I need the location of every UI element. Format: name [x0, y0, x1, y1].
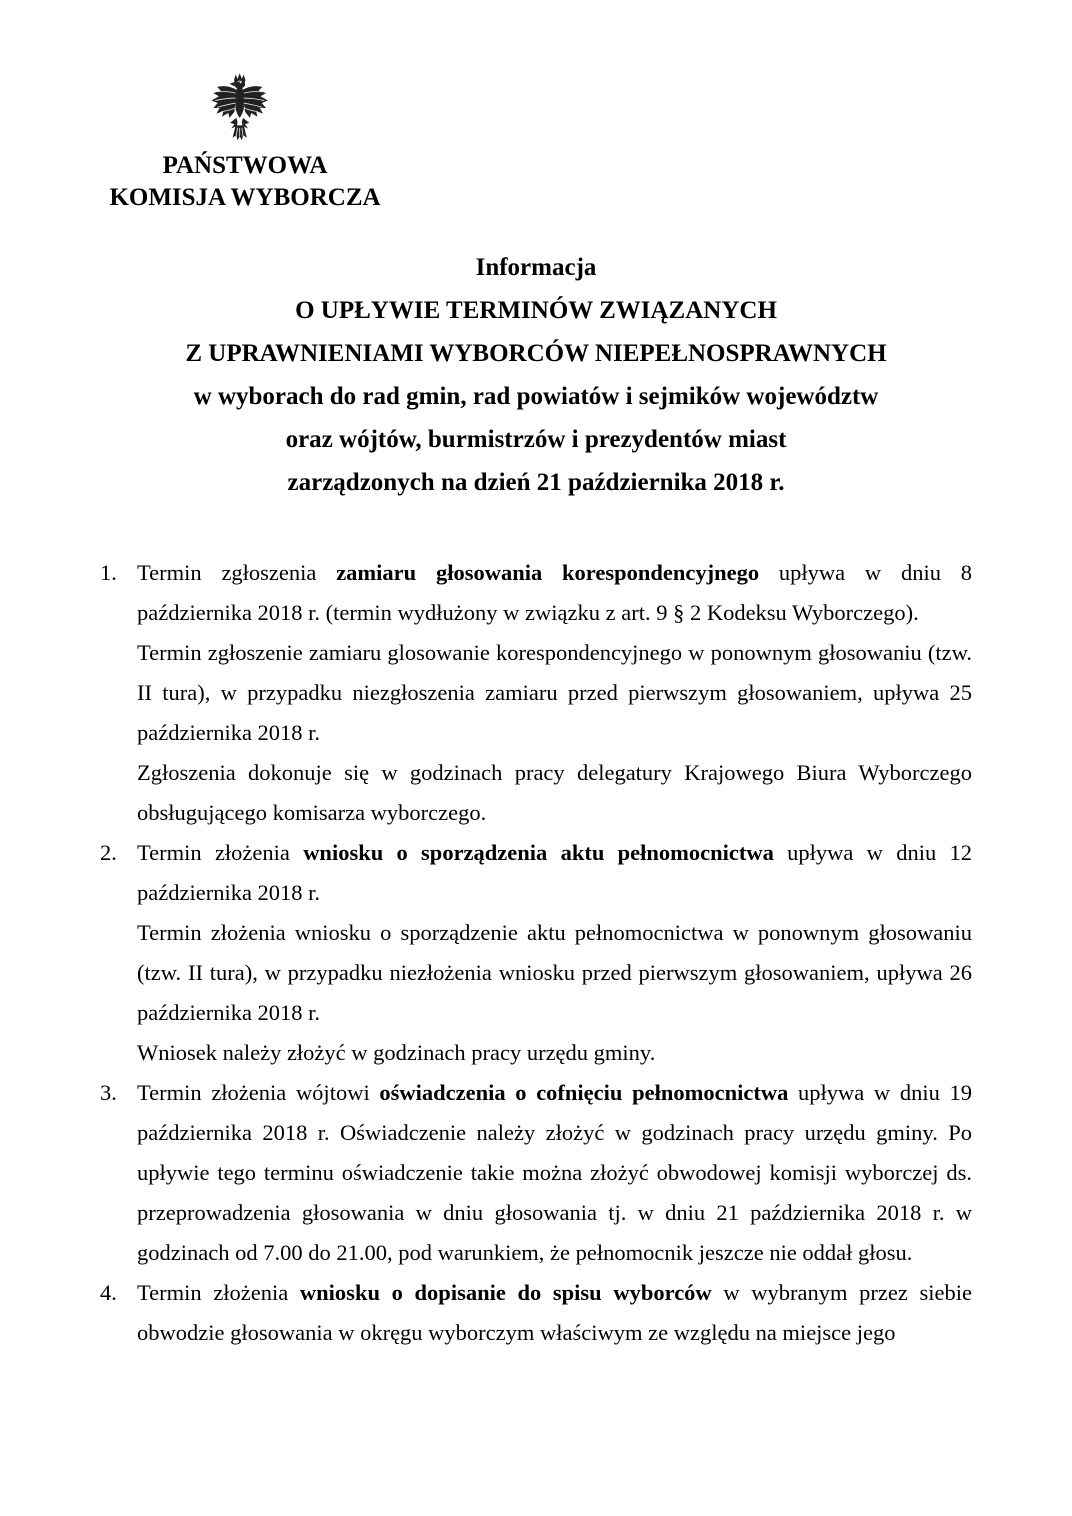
text-run: Termin zgłoszenie zamiaru glosowanie korespondencyjnego w ponownym głosowaniu (tzw. II tura), w przypadku niezgłoszenia zamiaru przed pierwszym głosowaniem, upływa 25 października 2018 r.: [137, 640, 972, 745]
text-run: w wybranym przez siebie obwodzie głosowania w okręgu wyborczym właściwym ze względu na miejsce jego: [137, 1280, 972, 1345]
org-name-line-2: KOMISJA WYBORCZA: [109, 184, 381, 211]
text-run: Zgłoszenia dokonuje się w godzinach pracy delegatury Krajowego Biura Wyborczego obsługującego komisarza wyborczego.: [137, 760, 972, 825]
bold-text-run: wniosku o sporządzenia aktu pełnomocnictwa: [303, 840, 774, 865]
title-line-2: Z UPRAWNIENIAMI WYBORCÓW NIEPEŁNOSPRAWNYCH: [185, 340, 887, 367]
title-line-5: zarządzonych na dzień 21 października 2018 r.: [287, 469, 785, 496]
paragraph: [137, 833, 972, 913]
text-run: upływa w dniu 8 października 2018 r. (termin wydłużony w związku z art. 9 § 2 Kodeksu Wyborczego).: [137, 560, 973, 625]
paragraph: [137, 1073, 972, 1273]
list-item-number: 4.: [100, 1280, 117, 1305]
list-item: [100, 1073, 972, 1273]
text-run: Termin złożenia wójtowi: [137, 1080, 380, 1105]
list-item: [100, 833, 972, 1073]
text-run: Wniosek należy złożyć w godzinach pracy urzędu gminy.: [137, 1040, 656, 1065]
list-item: [100, 553, 972, 833]
document-title: [0, 246, 1072, 504]
text-run: Termin złożenia: [137, 1280, 300, 1305]
text-run: upływa w dniu 19 października 2018 r. Oświadczenie należy złożyć w godzinach pracy urzędu gminy. Po upływie tego terminu oświadczenie takie można złożyć obwodowej komisji wyborczej ds. przeprowadzenia głosowania w dniu głosowania tj. w dniu 21 października 2018 r. w godzinach od 7.00 do 21.00, pod warunkiem, że pełnomocnik jeszcze nie oddał głosu.: [137, 1080, 972, 1265]
list-item-number: 3.: [100, 1080, 117, 1105]
text-run: upływa w dniu 12 października 2018 r.: [137, 840, 972, 905]
paragraph: [137, 633, 972, 753]
issuing-authority: [2, 150, 488, 214]
paragraph: [137, 1273, 972, 1353]
title-line-4: oraz wójtów, burmistrzów i prezydentów miast: [285, 426, 787, 453]
title-line-1: O UPŁYWIE TERMINÓW ZWIĄZANYCH: [295, 297, 777, 324]
title-line-informacja: Informacja: [475, 254, 597, 281]
text-run: Termin złożenia: [137, 840, 304, 865]
paragraph: [137, 553, 972, 633]
list-item-number: 2.: [100, 840, 117, 865]
list-item: [100, 1273, 972, 1353]
org-name-line-1: PAŃSTWOWA: [162, 152, 328, 179]
paragraph: [137, 913, 972, 1033]
list-item-number: 1.: [100, 560, 117, 585]
numbered-list: [100, 553, 972, 1353]
bold-text-run: zamiaru głosowania korespondencyjnego: [336, 560, 760, 585]
bold-text-run: wniosku o dopisanie do spisu wyborców: [299, 1280, 712, 1305]
polish-eagle-emblem-icon: [209, 72, 271, 144]
bold-text-run: oświadczenia o cofnięciu pełnomocnictwa: [379, 1080, 789, 1105]
paragraph: [137, 753, 972, 833]
text-run: Termin zgłoszenia: [137, 560, 337, 585]
text-run: Termin złożenia wniosku o sporządzenie aktu pełnomocnictwa w ponownym głosowaniu (tzw. II tura), w przypadku niezłożenia wniosku przed pierwszym głosowaniem, upływa 26 października 2018 r.: [137, 920, 972, 1025]
title-line-3: w wyborach do rad gmin, rad powiatów i sejmików województw: [193, 383, 879, 410]
paragraph: [137, 1033, 972, 1073]
